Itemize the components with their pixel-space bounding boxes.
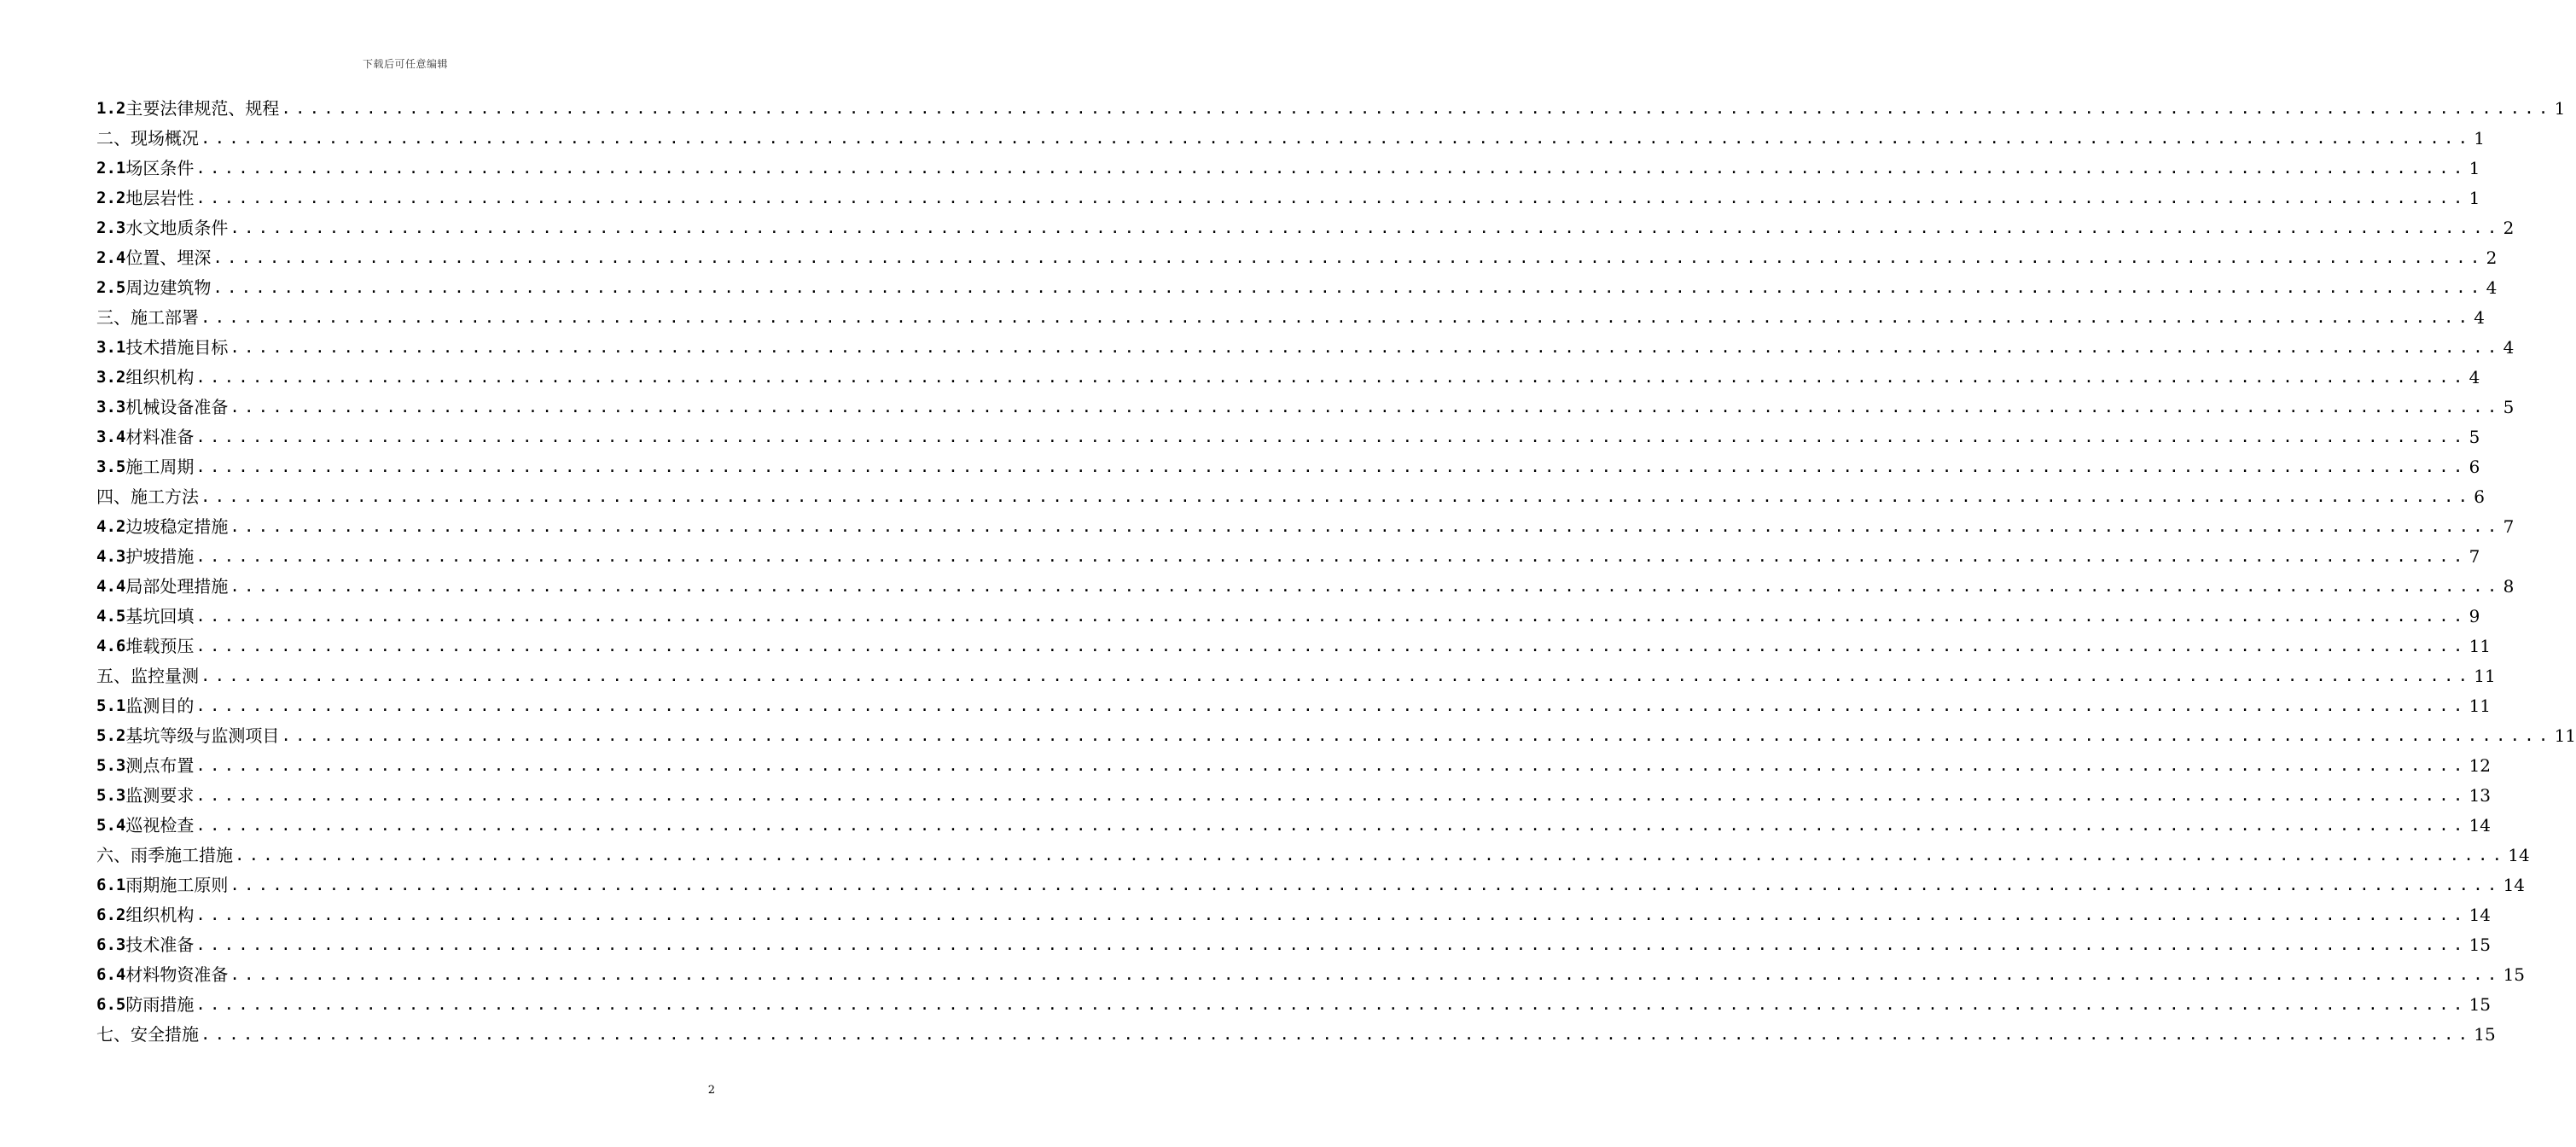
toc-entry[interactable] xyxy=(96,811,2492,841)
toc-entry[interactable] xyxy=(96,870,2526,900)
toc-leader-dots: ................................................................................................................................................................ xyxy=(201,667,2473,685)
toc-entry-title: 组织机构 xyxy=(125,367,195,387)
toc-entry-number: 2.3 xyxy=(96,218,126,237)
toc-entry-title: 技术措施目标 xyxy=(125,337,229,358)
toc-entry-title: 五、监控量测 xyxy=(96,666,199,686)
toc-entry[interactable] xyxy=(96,990,2492,1020)
toc-entry-title: 场区条件 xyxy=(125,158,195,178)
toc-entry-title: 七、安全措施 xyxy=(96,1024,199,1045)
toc-entry-page: 15 xyxy=(2474,1024,2496,1045)
toc-leader-dots: ................................................................................................................................................................ xyxy=(201,1025,2473,1044)
toc-entry-number: 5.1 xyxy=(96,696,126,715)
toc-entry-page: 12 xyxy=(2468,755,2492,776)
toc-entry[interactable] xyxy=(96,213,2515,243)
toc-entry-title: 雨期施工原则 xyxy=(125,875,229,895)
toc-entry-number: 6.2 xyxy=(96,905,126,924)
toc-entry-page: 7 xyxy=(2503,516,2515,537)
toc-leader-dots: ................................................................................................................................................................ xyxy=(201,129,2473,148)
toc-entry-page: 13 xyxy=(2468,785,2492,806)
toc-entry[interactable] xyxy=(96,781,2492,811)
toc-entry-page: 4 xyxy=(2468,367,2480,387)
toc-leader-dots: ................................................................................................................................................................ xyxy=(195,189,2468,207)
toc-entry-number: 4.6 xyxy=(96,637,126,655)
toc-entry-page: 14 xyxy=(2503,875,2526,895)
toc-entry-title: 基坑等级与监测项目 xyxy=(125,725,280,746)
toc-entry-title: 组织机构 xyxy=(125,905,195,925)
toc-entry-number: 3.1 xyxy=(96,338,126,357)
toc-entry-number: 4.5 xyxy=(96,607,126,626)
toc-entry-number: 5.3 xyxy=(96,786,126,805)
toc-leader-dots: ................................................................................................................................................................ xyxy=(230,965,2502,984)
toc-entry-page: 14 xyxy=(2468,905,2492,925)
toc-entry-title: 水文地质条件 xyxy=(125,218,229,238)
toc-leader-dots: ................................................................................................................................................................ xyxy=(281,726,2553,745)
toc-entry-number: 3.2 xyxy=(96,368,126,387)
toc-entry-title: 二、现场概况 xyxy=(96,128,199,148)
toc-entry-page: 1 xyxy=(2474,128,2485,148)
toc-entry-title: 材料物资准备 xyxy=(125,964,229,985)
toc-leader-dots: ................................................................................................................................................................ xyxy=(195,756,2468,775)
toc-entry-number: 5.2 xyxy=(96,726,126,745)
toc-entry-page: 5 xyxy=(2503,397,2515,417)
toc-entry-number: 2.5 xyxy=(96,278,126,297)
toc-leader-dots: ................................................................................................................................................................ xyxy=(195,995,2468,1014)
toc-entry-title: 主要法律规范、规程 xyxy=(125,98,280,119)
toc-entry-number: 3.5 xyxy=(96,457,126,476)
toc-entry[interactable] xyxy=(96,1020,2496,1050)
toc-entry-number: 4.3 xyxy=(96,547,126,566)
toc-entry-title: 机械设备准备 xyxy=(125,397,229,417)
toc-entry[interactable] xyxy=(96,841,2530,870)
toc-entry-page: 1 xyxy=(2554,98,2566,119)
toc-entry[interactable] xyxy=(96,452,2480,482)
page-number: 2 xyxy=(707,1084,715,1097)
toc-leader-dots: ................................................................................................................................................................ xyxy=(195,159,2468,178)
toc-entry-number: 2.2 xyxy=(96,189,126,207)
toc-entry[interactable] xyxy=(96,482,2485,512)
table-of-contents xyxy=(96,94,2576,1050)
toc-entry-title: 六、雨季施工措施 xyxy=(96,845,233,865)
toc-entry-title: 位置、埋深 xyxy=(125,247,212,268)
toc-entry[interactable] xyxy=(96,94,2566,124)
toc-leader-dots: ................................................................................................................................................................ xyxy=(212,278,2485,297)
toc-entry-number: 1.2 xyxy=(96,99,126,118)
toc-entry-page: 4 xyxy=(2503,337,2515,358)
toc-entry-page: 1 xyxy=(2468,158,2480,178)
toc-entry-number: 6.3 xyxy=(96,935,126,954)
toc-entry-title: 周边建筑物 xyxy=(125,277,212,298)
toc-leader-dots: ................................................................................................................................................................ xyxy=(212,248,2485,267)
toc-entry-title: 监测目的 xyxy=(125,696,195,716)
toc-entry[interactable] xyxy=(96,602,2480,632)
toc-entry[interactable] xyxy=(96,243,2497,273)
toc-leader-dots: ................................................................................................................................................................ xyxy=(195,637,2468,655)
toc-entry-title: 巡视检查 xyxy=(125,815,195,836)
toc-entry-title: 三、施工部署 xyxy=(96,307,199,328)
toc-entry-number: 3.4 xyxy=(96,428,126,446)
toc-entry-title: 材料准备 xyxy=(125,427,195,447)
toc-entry-page: 1 xyxy=(2468,188,2480,208)
toc-entry[interactable] xyxy=(96,273,2497,303)
toc-entry[interactable] xyxy=(96,542,2480,572)
toc-entry-title: 地层岩性 xyxy=(125,188,195,208)
toc-leader-dots: ................................................................................................................................................................ xyxy=(195,786,2468,805)
toc-entry[interactable] xyxy=(96,900,2492,930)
toc-entry[interactable] xyxy=(96,572,2515,602)
toc-entry[interactable] xyxy=(96,930,2492,960)
toc-leader-dots: ................................................................................................................................................................ xyxy=(195,428,2468,446)
toc-entry-title: 测点布置 xyxy=(125,755,195,776)
toc-entry-page: 6 xyxy=(2474,486,2485,507)
toc-entry-title: 局部处理措施 xyxy=(125,576,229,597)
toc-entry[interactable] xyxy=(96,333,2515,363)
toc-entry[interactable] xyxy=(96,393,2515,422)
toc-entry-title: 护坡措施 xyxy=(125,546,195,567)
toc-entry-title: 技术准备 xyxy=(125,934,195,955)
toc-entry-number: 5.4 xyxy=(96,816,126,835)
toc-entry-number: 4.2 xyxy=(96,517,126,536)
toc-entry-number: 6.4 xyxy=(96,965,126,984)
toc-entry[interactable] xyxy=(96,363,2480,393)
toc-entry-page: 9 xyxy=(2468,606,2480,626)
toc-entry[interactable] xyxy=(96,691,2492,721)
toc-entry-page: 15 xyxy=(2503,964,2526,985)
toc-leader-dots: ................................................................................................................................................................ xyxy=(230,338,2502,357)
toc-entry-page: 15 xyxy=(2468,994,2492,1015)
toc-entry[interactable] xyxy=(96,632,2492,661)
toc-leader-dots: ................................................................................................................................................................ xyxy=(281,99,2553,118)
toc-entry-title: 施工周期 xyxy=(125,457,195,477)
toc-entry-number: 6.1 xyxy=(96,876,126,894)
toc-entry-page: 11 xyxy=(2468,696,2492,716)
toc-entry-page: 15 xyxy=(2468,934,2492,955)
toc-entry[interactable] xyxy=(96,183,2480,213)
toc-entry-number: 2.4 xyxy=(96,248,126,267)
toc-entry-page: 4 xyxy=(2474,307,2485,328)
toc-entry-page: 4 xyxy=(2486,277,2497,298)
toc-leader-dots: ................................................................................................................................................................ xyxy=(235,846,2507,865)
toc-leader-dots: ................................................................................................................................................................ xyxy=(195,457,2468,476)
toc-leader-dots: ................................................................................................................................................................ xyxy=(195,368,2468,387)
toc-leader-dots: ................................................................................................................................................................ xyxy=(230,876,2502,894)
toc-entry[interactable] xyxy=(96,303,2485,333)
toc-entry-number: 3.3 xyxy=(96,398,126,416)
toc-entry-page: 2 xyxy=(2503,218,2515,238)
toc-leader-dots: ................................................................................................................................................................ xyxy=(195,905,2468,924)
toc-entry-page: 11 xyxy=(2468,636,2492,656)
toc-entry[interactable] xyxy=(96,422,2480,452)
toc-leader-dots: ................................................................................................................................................................ xyxy=(230,517,2502,536)
toc-leader-dots: ................................................................................................................................................................ xyxy=(230,398,2502,416)
toc-entry[interactable] xyxy=(96,960,2526,990)
toc-leader-dots: ................................................................................................................................................................ xyxy=(230,218,2502,237)
toc-entry-page: 7 xyxy=(2468,546,2480,567)
toc-leader-dots: ................................................................................................................................................................ xyxy=(201,308,2473,327)
toc-entry[interactable] xyxy=(96,154,2480,183)
toc-entry-title: 基坑回填 xyxy=(125,606,195,626)
toc-entry[interactable] xyxy=(96,661,2496,691)
toc-entry-page: 2 xyxy=(2486,247,2497,268)
toc-entry[interactable] xyxy=(96,751,2492,781)
toc-entry-title: 四、施工方法 xyxy=(96,486,199,507)
toc-entry-title: 防雨措施 xyxy=(125,994,195,1015)
toc-entry-page: 14 xyxy=(2468,815,2492,836)
toc-leader-dots: ................................................................................................................................................................ xyxy=(201,487,2473,506)
toc-entry-page: 8 xyxy=(2503,576,2515,597)
toc-entry-number: 6.5 xyxy=(96,995,126,1014)
toc-leader-dots: ................................................................................................................................................................ xyxy=(195,547,2468,566)
toc-leader-dots: ................................................................................................................................................................ xyxy=(230,577,2502,596)
toc-leader-dots: ................................................................................................................................................................ xyxy=(195,696,2468,715)
toc-leader-dots: ................................................................................................................................................................ xyxy=(195,816,2468,835)
toc-entry-page: 5 xyxy=(2468,427,2480,447)
toc-entry-page: 11 xyxy=(2554,725,2576,746)
toc-entry-number: 4.4 xyxy=(96,577,126,596)
toc-entry-page: 6 xyxy=(2468,457,2480,477)
toc-entry[interactable] xyxy=(96,721,2576,751)
toc-entry-number: 5.3 xyxy=(96,756,126,775)
toc-leader-dots: ................................................................................................................................................................ xyxy=(195,607,2468,626)
page-header: 下载后可任意编辑 xyxy=(362,58,448,70)
toc-entry[interactable] xyxy=(96,512,2515,542)
toc-entry-title: 监测要求 xyxy=(125,785,195,806)
toc-entry-title: 堆载预压 xyxy=(125,636,195,656)
toc-leader-dots: ................................................................................................................................................................ xyxy=(195,935,2468,954)
toc-entry-page: 11 xyxy=(2474,666,2496,686)
toc-entry-title: 边坡稳定措施 xyxy=(125,516,229,537)
toc-entry-number: 2.1 xyxy=(96,159,126,178)
toc-entry[interactable] xyxy=(96,124,2485,154)
toc-entry-page: 14 xyxy=(2508,845,2530,865)
